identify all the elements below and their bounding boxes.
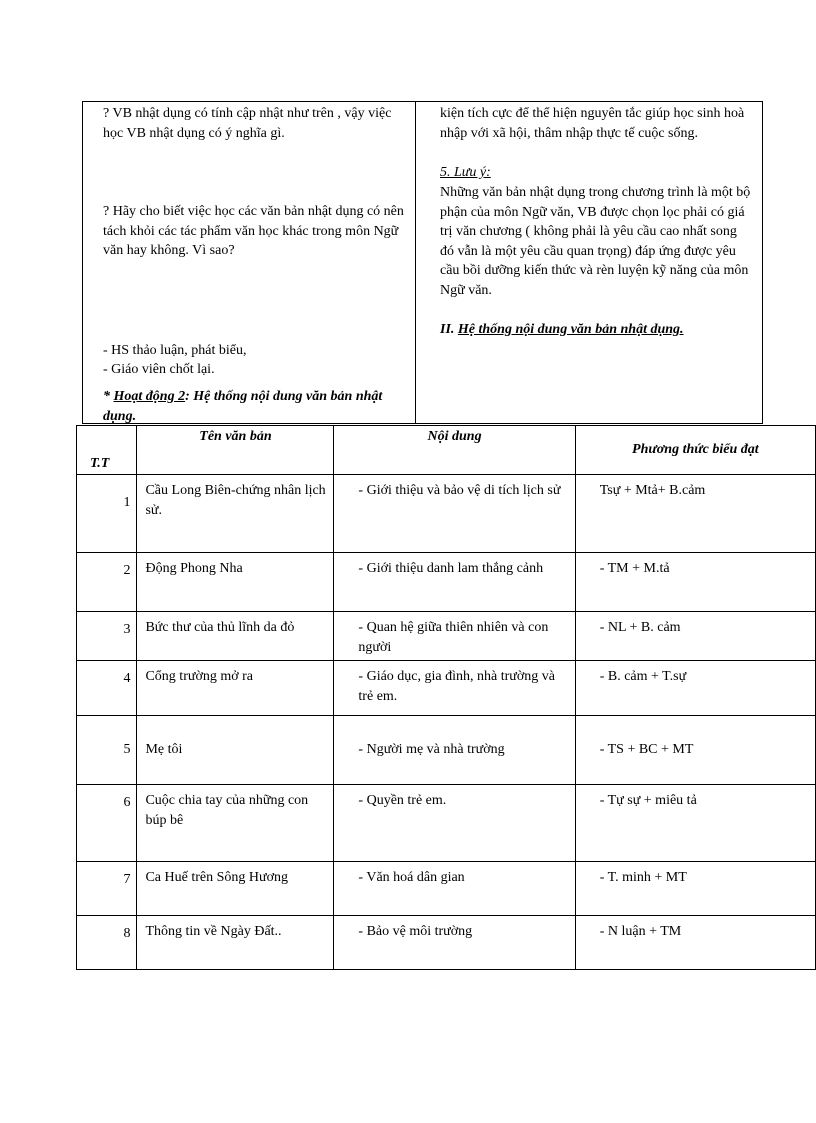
row-name: Ca Huế trên Sông Hương — [137, 862, 334, 916]
table-row — [77, 661, 816, 716]
header-name: Tên văn bản — [137, 426, 334, 475]
section-title: Hệ thống nội dung văn bản nhật dụng. — [457, 322, 684, 337]
note-label-text: 5. Lưu ý: — [440, 165, 491, 180]
row-content: - Người mẹ và nhà trường — [334, 716, 575, 785]
row-number: 6 — [77, 785, 137, 862]
row-number: 8 — [77, 916, 137, 970]
activity-prefix: * — [103, 389, 114, 404]
row-method: - T. minh + MT — [575, 862, 815, 916]
texts-table — [76, 425, 816, 970]
row-method: - NL + B. cảm — [575, 612, 815, 661]
question-1: ? VB nhật dụng có tính cập nhật như trên , vậy việc học VB nhật dụng có ý nghĩa gì. — [103, 106, 392, 141]
table-row — [77, 612, 816, 661]
table-header-row — [77, 426, 816, 475]
row-method: - TM + M.tả — [575, 553, 815, 612]
row-content: - Giới thiệu và bảo vệ di tích lịch sử — [334, 475, 575, 553]
row-method: - N luận + TM — [575, 916, 815, 970]
row-name: Bức thư của thủ lĩnh da đỏ — [137, 612, 334, 661]
note-paragraph: Những văn bản nhật dụng trong chương trình là một bộ phận của môn Ngữ văn, VB được chọn lọc phải có giá trị văn chương ( không phải là yêu cầu cao nhất song đó vẫn là một yêu cầu quan trọng) đáp ứng được yêu cầu bồi dưỡng kiến thức và rèn luyện kỹ năng của môn Ngữ văn. — [440, 185, 751, 298]
row-name: Cổng trường mở ra — [137, 661, 334, 716]
row-content: - Quan hệ giữa thiên nhiên và con người — [334, 612, 575, 661]
header-content: Nội dung — [334, 426, 575, 475]
activity-note-1: - HS thảo luận, phát biểu, — [103, 343, 247, 358]
row-name: Cuộc chia tay của những con búp bê — [137, 785, 334, 862]
note-label — [440, 163, 753, 183]
row-number: 5 — [77, 716, 137, 785]
activity-rest: : Hệ thống nội dung văn bản nhật dụng. — [103, 389, 383, 424]
header-tt: T.T — [77, 426, 137, 475]
column-divider — [415, 102, 416, 423]
table-row — [77, 785, 816, 862]
row-method: - Tự sự + miêu tả — [575, 785, 815, 862]
row-method: - TS + BC + MT — [575, 716, 815, 785]
header-method: Phương thức biểu đạt — [575, 426, 815, 475]
row-number: 4 — [77, 661, 137, 716]
table-row — [77, 916, 816, 970]
row-content: - Quyền trẻ em. — [334, 785, 575, 862]
row-content: - Giới thiệu danh lam thắng cảnh — [334, 553, 575, 612]
row-number: 7 — [77, 862, 137, 916]
activity-2-heading — [103, 387, 409, 426]
table-row — [77, 553, 816, 612]
row-number: 3 — [77, 612, 137, 661]
row-number: 2 — [77, 553, 137, 612]
top-table — [82, 101, 763, 424]
row-name: Cầu Long Biên-chứng nhân lịch sử. — [137, 475, 334, 553]
row-name: Thông tin về Ngày Đất.. — [137, 916, 334, 970]
row-content: - Bảo vệ môi trường — [334, 916, 575, 970]
table-row — [77, 475, 816, 553]
row-name: Mẹ tôi — [137, 716, 334, 785]
table-row — [77, 862, 816, 916]
row-method: Tsự + Mtả+ B.cảm — [575, 475, 815, 553]
activity-note-2: - Giáo viên chốt lại. — [103, 362, 215, 377]
activity-label: Hoạt động 2 — [113, 389, 186, 404]
question-2: ? Hãy cho biết việc học các văn bản nhật dụng có nên tách khỏi các tác phẩm văn học khác trong môn Ngữ văn hay không. Vì sao? — [103, 204, 404, 258]
paragraph-intro: kiện tích cực để thể hiện nguyên tắc giúp học sinh hoà nhập với xã hội, thâm nhập thực tế cuộc sống. — [440, 106, 745, 141]
row-method: - B. cảm + T.sự — [575, 661, 815, 716]
row-number: 1 — [77, 475, 137, 553]
row-name: Động Phong Nha — [137, 553, 334, 612]
row-content: - Văn hoá dân gian — [334, 862, 575, 916]
row-content: - Giáo dục, gia đình, nhà trường và trẻ em. — [334, 661, 575, 716]
table-row — [77, 716, 816, 785]
section-number: II. — [440, 322, 458, 337]
section-heading — [440, 320, 753, 340]
